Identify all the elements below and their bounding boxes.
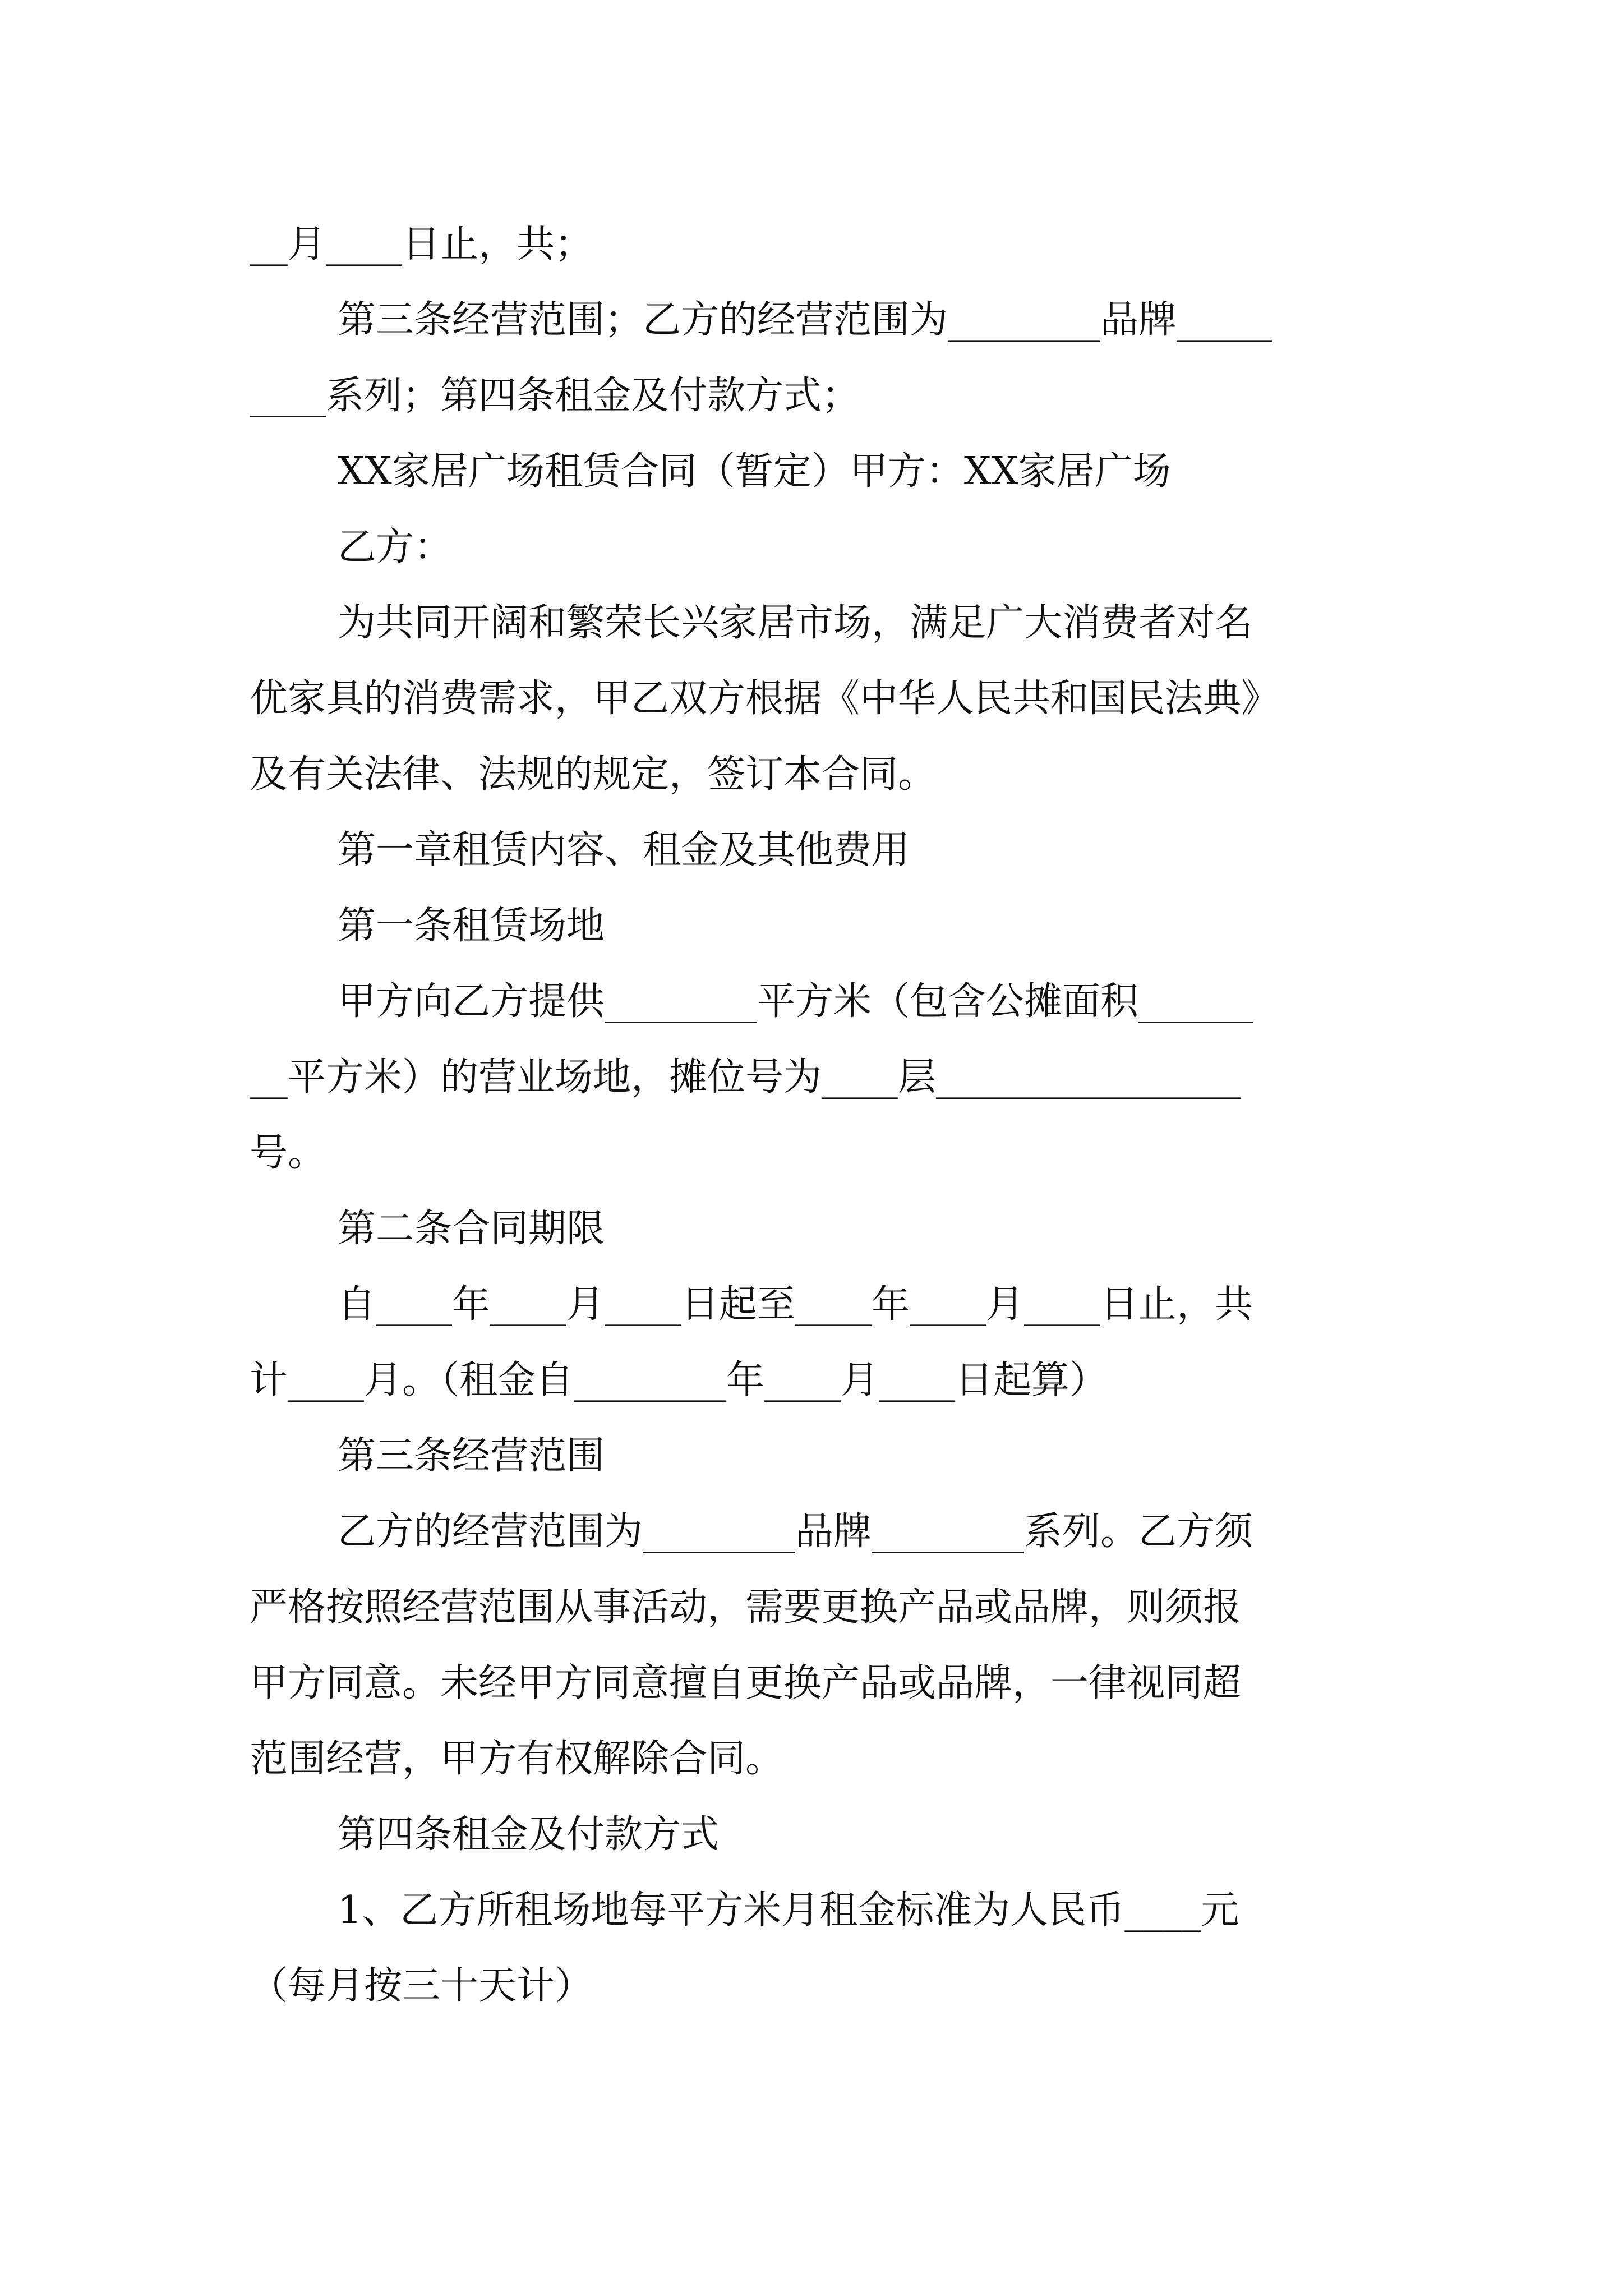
text-line: 自____年____月____日起至____年____月____日止，共 [338,1282,1253,1327]
section-heading: 第二条合同期限 [338,1207,605,1251]
text-line: 为共同开阔和繁荣长兴家居市场，满足广大消费者对名 [338,601,1253,645]
section-heading: 第一条租赁场地 [338,904,605,948]
section-heading: 第三条经营范围 [338,1434,605,1478]
text-line: 乙方的经营范围为________品牌________系列。乙方须 [338,1510,1253,1554]
text-line: 号。 [250,1131,326,1175]
text-line: 范围经营，甲方有权解除合同。 [250,1737,784,1781]
text-line: 甲方向乙方提供________平方米（包含公摊面积______ [338,979,1253,1024]
text-line: ____系列；第四条租金及付款方式； [250,374,860,418]
text-line: 甲方同意。未经甲方同意擅自更换产品或品牌，一律视同超 [250,1661,1242,1705]
section-heading: 第一章租赁内容、租金及其他费用 [338,828,910,872]
text-line: 1、乙方所租场地每平方米月租金标准为人民币____元 [338,1888,1239,1932]
text-line: 及有关法律、法规的规定，签订本合同。 [250,752,937,797]
text-line: （每月按三十天计） [250,1964,593,2008]
text-line: 乙方： [338,525,453,569]
text-line: 严格按照经营范围从事活动，需要更换产品或品牌，则须报 [250,1585,1242,1630]
text-line: 第三条经营范围；乙方的经营范围为________品牌_____ [338,298,1272,342]
text-line: __平方米）的营业场地，摊位号为____层________________ [250,1055,1242,1099]
text-line: 优家具的消费需求，甲乙双方根据《中华人民共和国民法典》 [250,677,1280,721]
text-line: 计____月。（租金自________年____月____日起算） [250,1358,1108,1402]
section-heading: 第四条租金及付款方式 [338,1812,720,1857]
text-line: XX家居广场租赁合同（暂定）甲方：XX家居广场 [338,449,1171,494]
text-line: __月____日止，共； [250,222,593,266]
